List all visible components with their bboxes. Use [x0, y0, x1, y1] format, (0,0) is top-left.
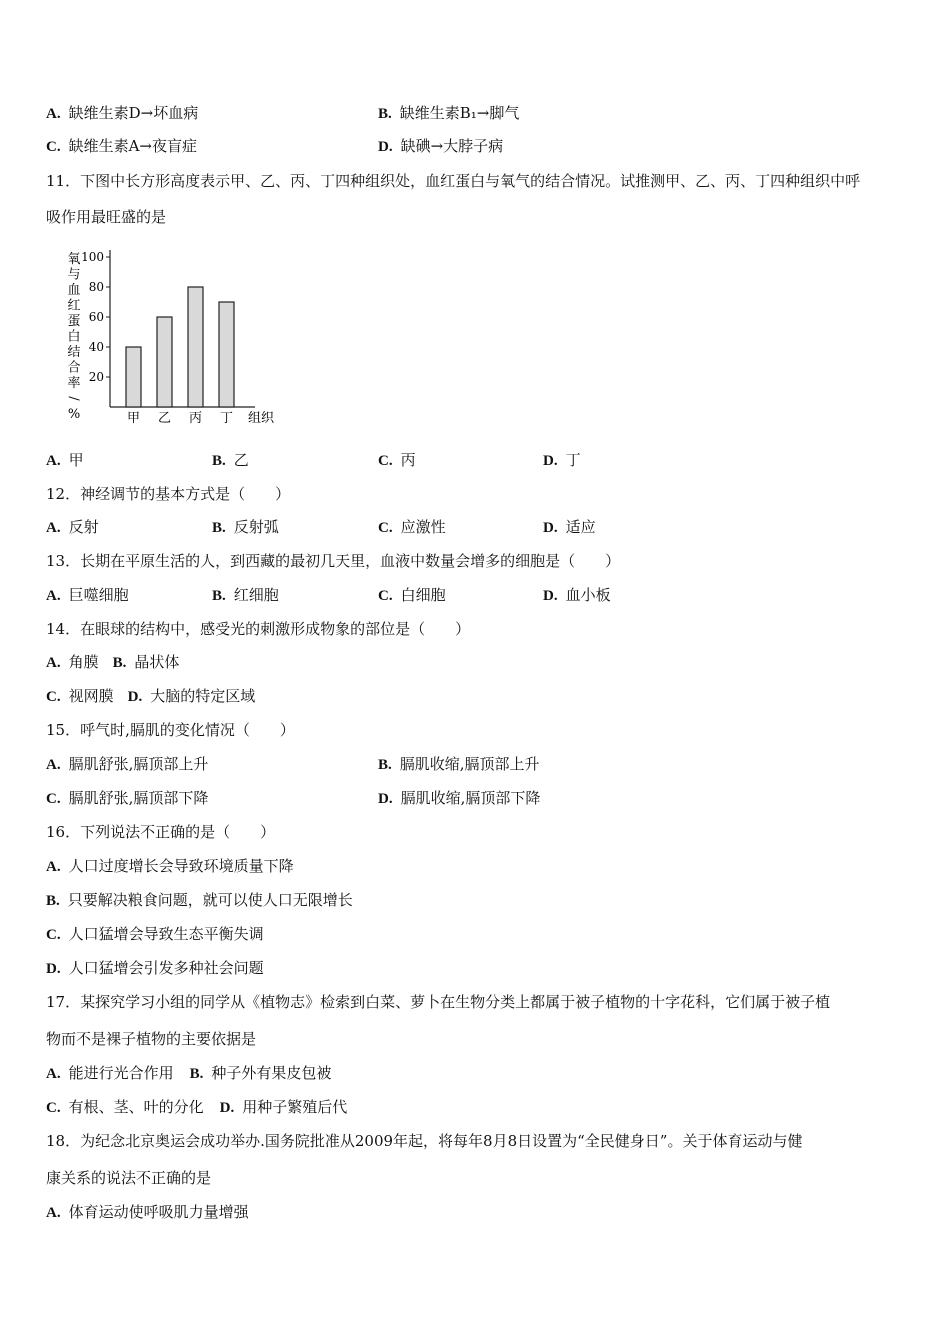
q12-option-d: D. 适应: [543, 518, 596, 536]
x-tick-label: 乙: [157, 411, 172, 426]
q12-option-b: B. 反射弧: [212, 518, 279, 536]
q16-option-d: D. 人口猛增会引发多种社会问题: [46, 959, 264, 977]
x-tick-label: 甲: [126, 411, 141, 426]
y-axis-label-char: 红: [67, 298, 81, 314]
y-tick-label: 80: [88, 280, 104, 294]
y-axis-label-char: 与: [67, 267, 81, 283]
q16-stem: 16．下列说法不正确的是（ ）: [46, 823, 276, 841]
q16-option-a: A. 人口过度增长会导致环境质量下降: [46, 857, 294, 875]
q14-option-row1: A. 角膜 B. 晶状体: [46, 653, 180, 671]
q11-option-a: A. 甲: [46, 451, 84, 469]
q18-stem-line1: 18．为纪念北京奥运会成功举办.国务院批准从2009年起，将每年8月8日设置为“全民健身日”。关于体育运动与健: [46, 1132, 803, 1150]
bar-丁: [219, 302, 234, 407]
q16-option-c: C. 人口猛增会导致生态平衡失调: [46, 925, 264, 943]
y-axis-label-char: 结: [67, 345, 81, 360]
q17-stem-line2: 物而不是裸子植物的主要依据是: [46, 1030, 257, 1048]
q13-option-c: C. 白细胞: [378, 586, 446, 604]
y-axis-label-char: /: [66, 396, 81, 401]
q11-option-b: B. 乙: [212, 451, 249, 469]
y-axis-label-char: 合: [67, 360, 81, 376]
q10-option-a: A. 缺维生素D→坏血病: [46, 104, 199, 122]
q11-option-c: C. 丙: [378, 451, 416, 469]
y-axis-label-char: 白: [67, 329, 81, 345]
q15-option-a: A. 膈肌舒张,膈顶部上升: [46, 755, 209, 773]
y-tick-label: 20: [88, 370, 104, 384]
q17-stem-line1: 17．某探究学习小组的同学从《植物志》检索到白菜、萝卜在生物分类上都属于被子植物的十字花科，它们属于被子植: [46, 993, 831, 1011]
bar-乙: [157, 317, 172, 407]
q11-stem-line1: 11．下图中长方形高度表示甲、乙、丙、丁四种组织处，血红蛋白与氧气的结合情况。试推测甲、乙、丙、丁四种组织中呼: [46, 172, 861, 190]
q11-stem-line2: 吸作用最旺盛的是: [46, 208, 167, 226]
y-axis-label-char: 率: [67, 376, 81, 391]
q11-option-d: D. 丁: [543, 451, 581, 469]
q16-option-b: B. 只要解决粮食问题，就可以使人口无限增长: [46, 891, 353, 909]
q10-option-d: D. 缺碘→大脖子病: [378, 137, 504, 155]
x-tick-label: 丁: [219, 411, 234, 426]
q10-option-b: B. 缺维生素B₁→脚气: [378, 104, 520, 122]
bar-甲: [126, 347, 141, 407]
q17-option-row2: C. 有根、茎、叶的分化 D. 用种子繁殖后代: [46, 1098, 348, 1116]
y-tick-label: 100: [81, 250, 104, 264]
x-axis-label: 组织: [248, 411, 275, 426]
q11-bar-chart: [60, 245, 290, 435]
q10-option-c: C. 缺维生素A→夜盲症: [46, 137, 197, 155]
q17-option-row1: A. 能进行光合作用 B. 种子外有果皮包被: [46, 1064, 332, 1082]
y-axis-label-char: 血: [67, 283, 81, 298]
q13-option-a: A. 巨噬细胞: [46, 586, 129, 604]
q15-option-d: D. 膈肌收缩,膈顶部下降: [378, 789, 541, 807]
q12-option-c: C. 应激性: [378, 518, 446, 536]
q18-stem-line2: 康关系的说法不正确的是: [46, 1169, 212, 1187]
q15-option-b: B. 膈肌收缩,膈顶部上升: [378, 755, 540, 773]
q14-stem: 14．在眼球的结构中，感受光的刺激形成物象的部位是（ ）: [46, 620, 471, 638]
q15-option-c: C. 膈肌舒张,膈顶部下降: [46, 789, 209, 807]
q18-option-a: A. 体育运动使呼吸肌力量增强: [46, 1203, 249, 1221]
q13-stem: 13．长期在平原生活的人，到西藏的最初几天里，血液中数量会增多的细胞是（ ）: [46, 552, 621, 570]
q12-option-a: A. 反射: [46, 518, 99, 536]
q13-option-d: D. 血小板: [543, 586, 611, 604]
y-tick-label: 40: [88, 340, 104, 354]
y-axis-label-char: 蛋: [67, 314, 81, 329]
q12-stem: 12．神经调节的基本方式是（ ）: [46, 485, 291, 503]
bar-丙: [188, 287, 203, 407]
q14-option-row2: C. 视网膜 D. 大脑的特定区域: [46, 687, 256, 705]
q15-stem: 15．呼气时,膈肌的变化情况（ ）: [46, 721, 295, 739]
q13-option-b: B. 红细胞: [212, 586, 279, 604]
y-axis-label-char: %: [67, 407, 81, 422]
y-axis-label-char: 氧: [67, 252, 81, 267]
chart-ylabel: [66, 252, 81, 422]
x-tick-label: 丙: [188, 411, 203, 426]
y-tick-label: 60: [88, 310, 104, 324]
